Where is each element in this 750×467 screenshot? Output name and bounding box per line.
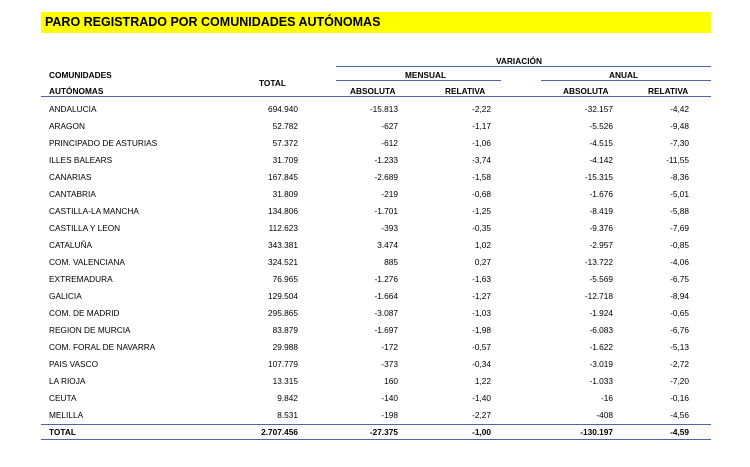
total-value: 29.988: [272, 342, 298, 352]
community-name: MELILLA: [49, 410, 84, 420]
community-name: ANDALUCIA: [49, 104, 97, 114]
community-name: COM. FORAL DE NAVARRA: [49, 342, 156, 352]
mensual-relativa: -1,63: [472, 274, 491, 284]
total-value: 31.809: [272, 189, 298, 199]
community-name: CASTILLA-LA MANCHA: [49, 206, 139, 216]
mensual-absoluta: -393: [381, 223, 398, 233]
mensual-relativa: -0,35: [472, 223, 491, 233]
mensual-absoluta: 160: [384, 376, 398, 386]
header-comunidades-2: AUTÓNOMAS: [49, 86, 104, 96]
community-name: PAIS VASCO: [49, 359, 99, 369]
total-value: 31.709: [272, 155, 298, 165]
anual-relativa: -2,72: [670, 359, 689, 369]
header-relativa-anual: RELATIVA: [648, 86, 689, 96]
total-label: TOTAL: [49, 427, 76, 437]
anual-relativa: -5,01: [670, 189, 689, 199]
community-name: EXTREMADURA: [49, 274, 113, 284]
anual-relativa: -6,76: [670, 325, 689, 335]
header-variacion: VARIACIÓN: [496, 56, 542, 66]
anual-absoluta: -1.676: [589, 189, 613, 199]
mensual-relativa: -1,98: [472, 325, 491, 335]
mensual-relativa: -0,68: [472, 189, 491, 199]
total-value: 76.965: [272, 274, 298, 284]
mensual-absoluta: -1.697: [374, 325, 398, 335]
header-anual: ANUAL: [609, 70, 639, 80]
community-name: CATALUÑA: [49, 240, 93, 250]
mensual-absoluta: 3.474: [377, 240, 398, 250]
community-name: CANTABRIA: [49, 189, 96, 199]
rule-anual: [541, 80, 711, 81]
table-row: [41, 203, 711, 220]
community-name: CANARIAS: [49, 172, 92, 182]
mensual-absoluta: -219: [381, 189, 398, 199]
community-name: GALICIA: [49, 291, 82, 301]
anual-relativa: -9,48: [670, 121, 689, 131]
mensual-relativa: 1,02: [474, 240, 491, 250]
total-value: 694.940: [268, 104, 298, 114]
table-row: [41, 186, 711, 203]
table-row: [41, 118, 711, 135]
anual-absoluta: -32.157: [584, 104, 613, 114]
rule-header-bottom: [41, 96, 711, 97]
table-row: [41, 322, 711, 339]
total-mensual-absoluta: -27.375: [369, 427, 398, 437]
mensual-relativa: -1,40: [472, 393, 491, 403]
total-value: 134.806: [268, 206, 298, 216]
header-comunidades-1: COMUNIDADES: [49, 70, 112, 80]
mensual-absoluta: -373: [381, 359, 398, 369]
header-absoluta-anual: ABSOLUTA: [563, 86, 609, 96]
table-row: [41, 407, 711, 424]
table-row: [41, 254, 711, 271]
mensual-relativa: -0,34: [472, 359, 491, 369]
total-value: 129.504: [268, 291, 298, 301]
anual-absoluta: -8.419: [589, 206, 613, 216]
title-banner: [41, 12, 711, 33]
rule-total-bottom: [41, 439, 711, 440]
mensual-absoluta: -2.689: [374, 172, 398, 182]
header-mensual: MENSUAL: [405, 70, 447, 80]
anual-relativa: -6,75: [670, 274, 689, 284]
header-total: TOTAL: [259, 78, 286, 88]
anual-relativa: -7,69: [670, 223, 689, 233]
anual-relativa: -4,42: [670, 104, 689, 114]
mensual-relativa: -0,57: [472, 342, 491, 352]
anual-absoluta: -4.515: [589, 138, 613, 148]
anual-relativa: -8,36: [670, 172, 689, 182]
anual-relativa: -0,16: [670, 393, 689, 403]
anual-relativa: -0,65: [670, 308, 689, 318]
anual-absoluta: -6.083: [589, 325, 613, 335]
anual-relativa: -7,20: [670, 376, 689, 386]
total-value: 107.779: [268, 359, 298, 369]
total-value: 9.842: [277, 393, 298, 403]
table-row: [41, 101, 711, 118]
mensual-relativa: -1,27: [472, 291, 491, 301]
mensual-absoluta: -612: [381, 138, 398, 148]
community-name: CASTILLA Y LEON: [49, 223, 121, 233]
total-mensual-relativa: -1,00: [472, 427, 491, 437]
table-row: [41, 390, 711, 407]
anual-absoluta: -12.718: [584, 291, 613, 301]
community-name: ILLES BALEARS: [49, 155, 113, 165]
header-relativa-mensual: RELATIVA: [445, 86, 486, 96]
total-anual-absoluta: -130.197: [580, 427, 613, 437]
anual-absoluta: -4.142: [589, 155, 613, 165]
table-row: [41, 373, 711, 390]
mensual-absoluta: -627: [381, 121, 398, 131]
mensual-absoluta: -3.087: [374, 308, 398, 318]
mensual-absoluta: -1.233: [374, 155, 398, 165]
table-row: [41, 339, 711, 356]
community-name: LA RIOJA: [49, 376, 86, 386]
anual-absoluta: -3.019: [589, 359, 613, 369]
community-name: COM. DE MADRID: [49, 308, 120, 318]
table-row: [41, 288, 711, 305]
anual-relativa: -5,88: [670, 206, 689, 216]
table-row: [41, 305, 711, 322]
mensual-absoluta: -15.813: [369, 104, 398, 114]
table-row: [41, 271, 711, 288]
mensual-relativa: -1,06: [472, 138, 491, 148]
total-anual-relativa: -4,59: [670, 427, 689, 437]
mensual-absoluta: -1.664: [374, 291, 398, 301]
total-value: 57.372: [272, 138, 298, 148]
total-value: 13.315: [272, 376, 298, 386]
mensual-absoluta: -172: [381, 342, 398, 352]
anual-absoluta: -1.033: [589, 376, 613, 386]
anual-absoluta: -16: [601, 393, 613, 403]
table-row: [41, 356, 711, 373]
anual-relativa: -0,85: [670, 240, 689, 250]
anual-relativa: -8,94: [670, 291, 689, 301]
mensual-absoluta: -198: [381, 410, 398, 420]
total-value: 2.707.456: [261, 427, 298, 437]
anual-absoluta: -5.569: [589, 274, 613, 284]
anual-relativa: -4,56: [670, 410, 689, 420]
community-name: ARAGON: [49, 121, 85, 131]
total-row: [41, 425, 711, 439]
total-value: 295.865: [268, 308, 298, 318]
table-row: [41, 169, 711, 186]
anual-absoluta: -408: [596, 410, 613, 420]
mensual-relativa: -1,03: [472, 308, 491, 318]
total-value: 167.845: [268, 172, 298, 182]
total-value: 83.879: [272, 325, 298, 335]
total-value: 343.381: [268, 240, 298, 250]
anual-absoluta: -13.722: [584, 257, 613, 267]
total-value: 112.623: [268, 223, 298, 233]
community-name: REGION DE MURCIA: [49, 325, 131, 335]
anual-relativa: -4,06: [670, 257, 689, 267]
total-value: 324.521: [268, 257, 298, 267]
rule-mensual: [336, 80, 501, 81]
table-row: [41, 237, 711, 254]
community-name: PRINCIPADO DE ASTURIAS: [49, 138, 158, 148]
anual-relativa: -11,55: [666, 155, 689, 165]
mensual-relativa: -3,74: [472, 155, 491, 165]
table-row: [41, 135, 711, 152]
table-row: [41, 220, 711, 237]
anual-relativa: -7,30: [670, 138, 689, 148]
total-value: 52.782: [272, 121, 298, 131]
community-name: COM. VALENCIANA: [49, 257, 125, 267]
page-title: PARO REGISTRADO POR COMUNIDADES AUTÓNOMAS: [45, 15, 381, 29]
community-name: CEUTA: [49, 393, 77, 403]
anual-absoluta: -1.924: [589, 308, 613, 318]
mensual-relativa: -1,25: [472, 206, 491, 216]
anual-absoluta: -5.526: [589, 121, 613, 131]
mensual-relativa: -2,27: [472, 410, 491, 420]
mensual-relativa: -2,22: [472, 104, 491, 114]
table-row: [41, 152, 711, 169]
mensual-relativa: 0,27: [474, 257, 491, 267]
rule-variacion: [336, 66, 711, 67]
mensual-absoluta: -1.701: [374, 206, 398, 216]
mensual-relativa: 1,22: [474, 376, 491, 386]
data-table-body: [41, 101, 711, 424]
mensual-absoluta: -1.276: [374, 274, 398, 284]
anual-absoluta: -2.957: [589, 240, 613, 250]
anual-absoluta: -15.315: [584, 172, 613, 182]
anual-relativa: -5,13: [670, 342, 689, 352]
header-absoluta-mensual: ABSOLUTA: [350, 86, 396, 96]
mensual-absoluta: 885: [384, 257, 398, 267]
mensual-relativa: -1,17: [472, 121, 491, 131]
anual-absoluta: -9.376: [589, 223, 613, 233]
anual-absoluta: -1.622: [589, 342, 613, 352]
mensual-relativa: -1,58: [472, 172, 491, 182]
mensual-absoluta: -140: [381, 393, 398, 403]
total-value: 8.531: [277, 410, 298, 420]
